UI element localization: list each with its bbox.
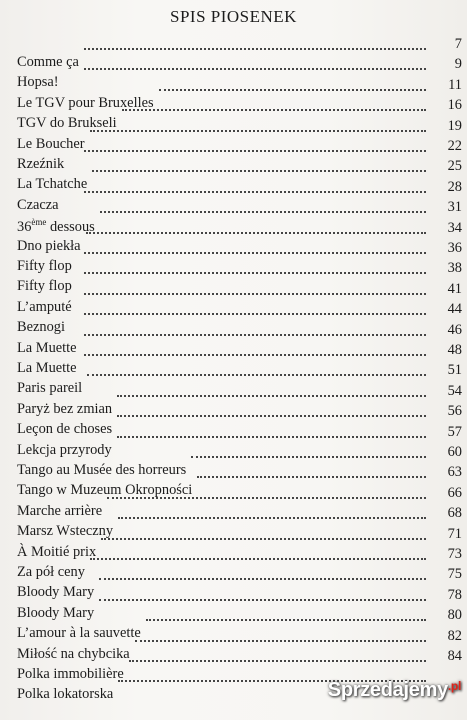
dot-leader xyxy=(159,89,426,91)
toc-entry-title: Miłość na chybcika xyxy=(17,645,130,662)
toc-entry-page-number: 31 xyxy=(447,199,462,216)
toc-entry-title: La Muette xyxy=(17,339,77,356)
dot-leader xyxy=(197,476,426,478)
toc-entry-page-number: 60 xyxy=(447,444,462,460)
toc-entry-title: Le TGV pour Bruxelles xyxy=(17,94,154,111)
dot-leader xyxy=(122,109,426,111)
toc-entry-page-number: 63 xyxy=(447,464,462,481)
toc-entry-page-number: 44 xyxy=(447,301,462,318)
dot-leader xyxy=(84,272,426,274)
dot-leader xyxy=(118,517,426,519)
toc-entry-title: TGV do Brukseli xyxy=(17,115,117,132)
toc-entry-title: Bloody Mary xyxy=(17,604,95,621)
toc-entry-page-number: 71 xyxy=(447,525,462,542)
toc-entry-title: La Muette xyxy=(17,360,77,376)
dot-leader xyxy=(100,211,426,213)
dot-leader xyxy=(84,68,426,70)
dot-leader xyxy=(84,252,426,254)
toc-entry-title: Czacza xyxy=(17,196,59,213)
toc-entry-title: L’amputé xyxy=(17,298,72,315)
dot-leader xyxy=(101,538,426,540)
toc-entry-title: Dno piekła xyxy=(17,237,81,254)
toc-entry-title: Fifty flop xyxy=(17,278,72,295)
dot-leader xyxy=(84,354,426,356)
toc-entry-page-number: 82 xyxy=(447,627,462,644)
toc-entry-title: Marche arrière xyxy=(17,502,103,519)
toc-entry-title: Comme ça xyxy=(17,54,79,70)
toc-entry-page-number: 54 xyxy=(447,382,462,399)
dot-leader xyxy=(107,497,426,499)
toc-entry-title: Le Boucher xyxy=(17,135,85,152)
dot-leader xyxy=(117,395,426,397)
toc-entry-title: Lekcja przyrody xyxy=(17,441,112,458)
dot-leader xyxy=(84,293,426,295)
toc-entry-page-number: 51 xyxy=(447,362,462,379)
toc-entry-title: Rzeźnik xyxy=(17,156,65,172)
dot-leader xyxy=(146,619,426,621)
dot-leader xyxy=(90,558,426,560)
toc-entry-page-number: 46 xyxy=(447,321,462,338)
toc-entry-page-number: 66 xyxy=(447,484,462,501)
dot-leader xyxy=(99,599,426,601)
toc-entry xyxy=(14,34,462,70)
toc-entry-page-number: 16 xyxy=(447,97,462,114)
toc-entry-title: Marsz Wsteczny xyxy=(17,523,114,540)
dot-leader xyxy=(87,374,426,376)
toc-entry-page-number: 48 xyxy=(447,342,462,358)
toc-entry-page-number: 84 xyxy=(447,648,462,664)
dot-leader xyxy=(191,456,426,458)
dot-leader xyxy=(117,415,426,417)
toc-entry-page-number: 22 xyxy=(447,138,462,154)
page-title: SPIS PIOSENEK xyxy=(170,7,297,26)
toc-entry-title: Fifty flop xyxy=(17,258,72,274)
dot-leader xyxy=(92,170,426,172)
toc-entry-page-number: 38 xyxy=(447,260,462,277)
toc-entry-title: Tango w Muzeum Okropności xyxy=(17,482,193,499)
watermark-logo: Sprzedajemy$^{.pl}$ xyxy=(327,679,461,701)
toc-entry-page-number: 34 xyxy=(447,219,462,236)
dot-leader xyxy=(135,640,426,642)
dot-leader xyxy=(99,578,426,580)
toc-entry-title: Bloody Mary xyxy=(17,584,95,601)
dot-leader xyxy=(84,334,426,336)
toc-entry-page-number: 28 xyxy=(447,178,462,195)
toc-entry-page-number: 75 xyxy=(447,566,462,583)
toc-entry-title: La Tchatche xyxy=(17,176,88,193)
dot-leader xyxy=(84,150,426,152)
dot-leader xyxy=(84,313,426,315)
toc-entry-title: 36ème dessous xyxy=(17,217,95,235)
toc-entry-title: Tango au Musée des horreurs xyxy=(17,462,187,478)
toc-entry-page-number: 57 xyxy=(447,423,462,440)
toc-entry-title: À Moitié prix xyxy=(17,543,97,560)
toc-entry-title: Polka immobilière xyxy=(17,666,124,682)
toc-entry-page-number: 7 xyxy=(454,36,462,52)
toc-entry-page-number: 78 xyxy=(447,586,462,603)
toc-entry-title: Paris pareil xyxy=(17,380,83,397)
dot-leader xyxy=(86,232,426,234)
toc-entry-page-number: 73 xyxy=(447,546,462,562)
toc-entry-page-number: 25 xyxy=(447,158,462,175)
dot-leader xyxy=(129,660,426,662)
dot-leader xyxy=(84,191,426,193)
toc-entry-page-number: 80 xyxy=(447,607,462,624)
toc-entry-title: Beznogi xyxy=(17,319,65,336)
toc-entry-title: Za pół ceny xyxy=(17,564,85,580)
toc-entry-page-number: 36 xyxy=(447,240,462,256)
toc-entry-page-number: 19 xyxy=(447,117,462,134)
dot-leader xyxy=(117,436,426,438)
toc-entry-page-number: 56 xyxy=(447,403,462,420)
toc-entry xyxy=(14,646,462,682)
toc-entry-title: Paryż bez zmian xyxy=(17,400,113,417)
toc-entry-page-number: 68 xyxy=(447,505,462,522)
toc-entry-title: Leçon de choses xyxy=(17,421,113,438)
toc-entry-title: L’amour à la sauvette xyxy=(17,625,141,642)
toc-entry-title: Polka lokatorska xyxy=(17,686,114,703)
toc-entry-title: Hopsa! xyxy=(17,74,59,91)
toc-entry-page-number: 11 xyxy=(448,76,462,93)
dot-leader xyxy=(90,130,426,132)
dot-leader xyxy=(84,48,426,50)
toc-entry-page-number: 9 xyxy=(454,56,462,73)
toc-entry-page-number: 41 xyxy=(447,280,462,297)
